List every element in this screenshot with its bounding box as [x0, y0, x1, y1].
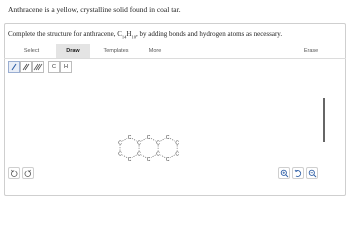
prompt-subscript-hydrogen: 10 — [131, 34, 136, 40]
double-bond-icon — [22, 63, 30, 71]
intro-text: Anthracene is a yellow, crystalline solid found in coal tar. — [8, 5, 181, 14]
hydrogen-atom-button[interactable]: H — [60, 61, 72, 73]
question-prompt — [8, 30, 282, 39]
zoom-in-button[interactable] — [278, 167, 290, 179]
single-bond-button[interactable] — [8, 61, 20, 73]
carbon-atom[interactable]: C — [175, 140, 179, 147]
toolbar-divider — [4, 58, 346, 59]
carbon-atom[interactable]: C — [165, 134, 170, 141]
carbon-atom[interactable]: C — [175, 151, 179, 158]
prompt-text-before: Complete the structure for anthracene, C — [8, 30, 122, 38]
bond-line[interactable] — [151, 155, 156, 158]
zoom-in-icon — [280, 169, 289, 178]
zoom-reset-icon — [294, 169, 303, 178]
undo-button[interactable] — [8, 167, 20, 179]
carbon-atom[interactable]: C — [137, 140, 141, 147]
triple-bond-button[interactable] — [32, 61, 44, 73]
bond-line[interactable] — [132, 155, 137, 158]
triple-bond-icon — [33, 63, 43, 71]
erase-tab[interactable]: Erase — [303, 48, 319, 54]
anthracene-skeleton — [100, 118, 250, 178]
double-bond-button[interactable] — [20, 61, 32, 73]
prompt-text-h: H — [126, 30, 132, 38]
carbon-atom[interactable]: C — [127, 134, 132, 141]
prompt-text-after: , by adding bonds and hydrogen atoms as necessary. — [135, 30, 283, 38]
carbon-atom[interactable]: C — [156, 151, 160, 158]
carbon-atom[interactable]: C — [146, 134, 151, 141]
molecule-canvas[interactable] — [100, 118, 250, 178]
bond-line[interactable] — [141, 155, 146, 158]
carbon-atom[interactable]: C — [127, 156, 132, 163]
more-tab[interactable]: More — [148, 48, 162, 54]
carbon-atom-button[interactable]: C — [48, 61, 60, 73]
carbon-atom[interactable]: C — [146, 156, 151, 163]
carbon-atom[interactable]: C — [165, 156, 170, 163]
carbon-atom[interactable]: C — [118, 140, 122, 147]
redo-button[interactable] — [22, 167, 34, 179]
redo-icon — [24, 169, 32, 177]
carbon-atom[interactable]: C — [118, 151, 122, 158]
select-tab[interactable]: Select — [23, 48, 40, 54]
editor-toolbar — [4, 44, 346, 58]
templates-tab[interactable]: Templates — [103, 48, 129, 54]
bond-line[interactable] — [161, 138, 166, 141]
zoom-out-button[interactable] — [306, 167, 318, 179]
bond-line[interactable] — [122, 138, 127, 141]
bond-line[interactable] — [170, 138, 175, 141]
carbon-atom[interactable]: C — [137, 151, 141, 158]
single-bond-icon — [10, 63, 18, 71]
draw-tab[interactable]: Draw — [56, 44, 90, 58]
carbon-atom[interactable]: C — [156, 140, 160, 147]
bond-line[interactable] — [141, 138, 146, 141]
prompt-subscript-carbon: 14 — [121, 34, 127, 40]
bond-line[interactable] — [132, 138, 137, 141]
bond-line[interactable] — [170, 155, 175, 158]
zoom-reset-button[interactable] — [292, 167, 304, 179]
undo-icon — [10, 169, 18, 177]
zoom-out-icon — [308, 169, 317, 178]
bond-line[interactable] — [151, 138, 156, 141]
canvas-scrollbar[interactable] — [323, 98, 325, 142]
bond-line[interactable] — [122, 155, 127, 158]
bond-line[interactable] — [161, 155, 166, 158]
